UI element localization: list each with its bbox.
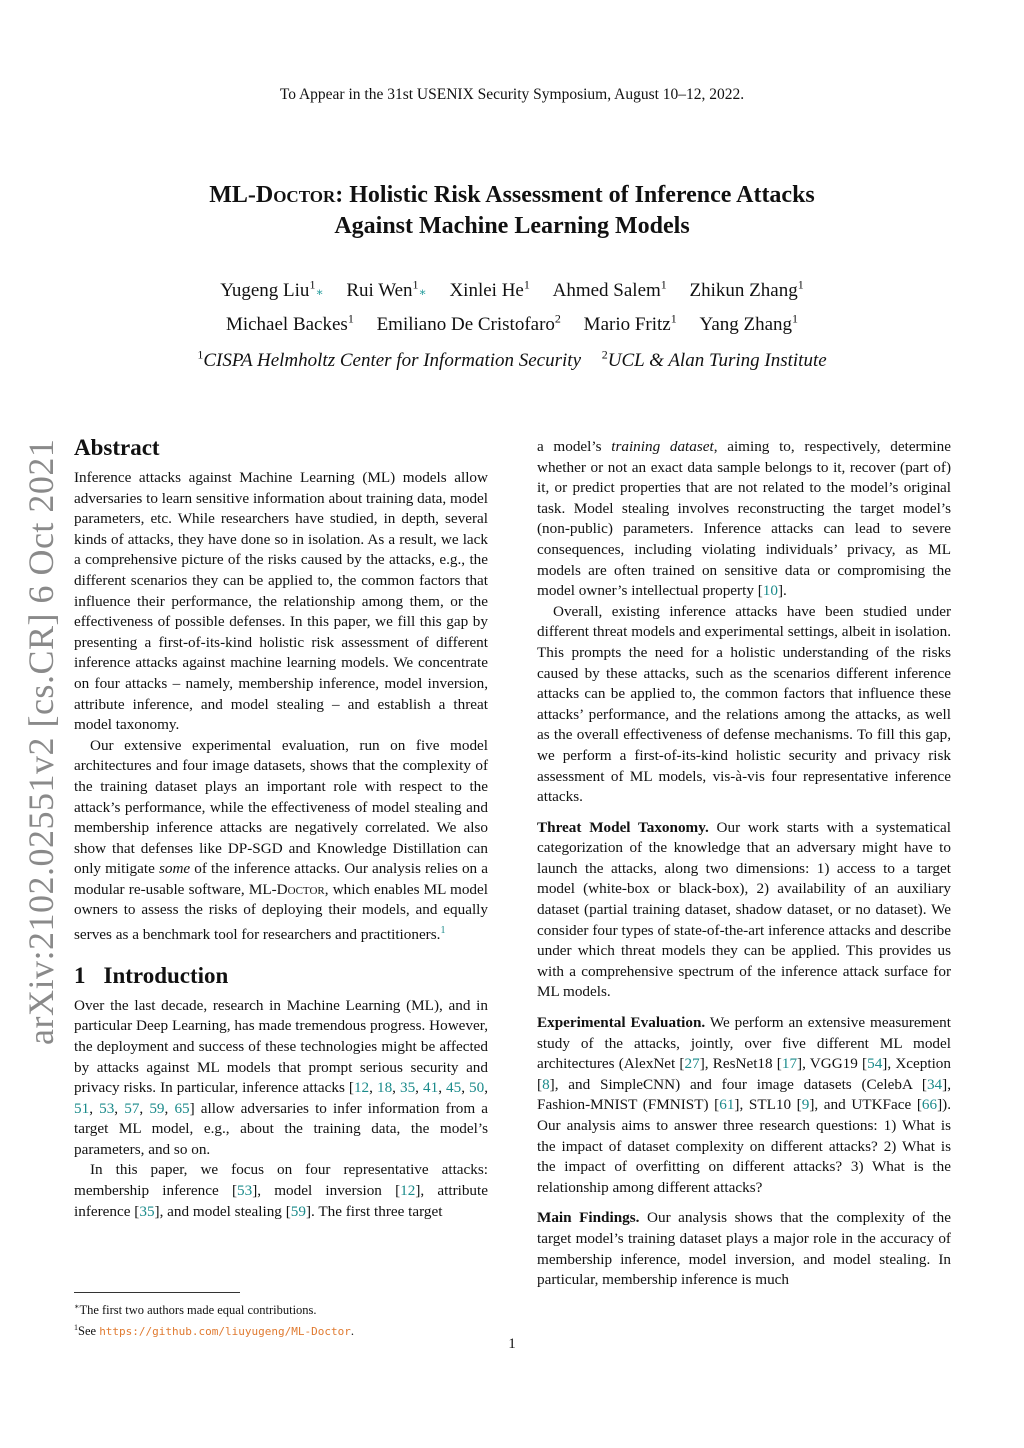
citation[interactable]: 50 [469,1079,485,1097]
paper-title [0,180,1024,242]
right-column [537,437,951,1291]
affiliation: $^1$CISPA Helmholtz Center for Information Security [197,348,582,372]
venue-header: To Appear in the 31st USENIX Security Symposium, August 10–12, 2022. [279,86,745,103]
title-line-1 [0,180,1024,211]
citation[interactable]: 59 [149,1099,165,1117]
arxiv-stamp: arXiv:2102.02551v2 [cs.CR] 6 Oct 2021 [21,438,61,1045]
author: Yang Zhang$^1$ [699,311,799,335]
left-column [74,434,488,1222]
citation[interactable]: 12 [400,1182,416,1200]
main-findings-paragraph: Main Findings. Our analysis shows that the complexity of the target model’s training dataset plays a major role in the accuracy of membership inference, model inversion, and model stealing. In particular, membership inference is much [537,1209,952,1289]
author: Michael Backes$^1$ [225,311,354,335]
footnote-rule [74,1292,240,1293]
footnote-1: ∗The first two authors made equal contributions. [74,1302,317,1318]
citation[interactable]: 8 [542,1075,550,1093]
affiliation: $^2$UCL & Alan Turing Institute [601,348,827,372]
affiliations [0,348,1024,372]
github-link[interactable]: https://github.com/liuyugeng/ML-Doctor [99,1325,351,1339]
author: Rui Wen$^1$∗ [346,278,427,302]
citation[interactable]: 61 [719,1096,735,1114]
abstract-paragraph-1: Inference attacks against Machine Learning (ML) models allow adversaries to learn sensitive information about training data, model parameters, etc. While researchers have studied, in depth, several kinds of attacks, they have done so in isolation. As a result, we lack a comprehensive picture of the risks caused by the attacks, e.g., the different scenarios they can be applied to, the common factors that influence their performance, the relationship among them, or the effectiveness of possible defenses. In this paper, we fill this gap by presenting a first-of-its-kind holistic risk assessment of different inference attacks against machine learning models. We concentrate on four attacks – namely, membership inference, model inversion, attribute inference, and model stealing – and establish a threat model taxonomy. [74,469,488,734]
intro-paragraph-1: Over the last decade, research in Machine Learning (ML), and in particular Deep Learning, has made tremendous progress. However, the deployment and success of these technologies might be affected by attacks against ML models that prompt serious security and privacy risks. In particular, inference attacks [12, 18, 35, 41, 45, 50, 51, 53, 57, 59, 65] allow adversaries to infer information from a target ML model, e.g., about the training data, the model’s parameters, and so on. [74,996,489,1158]
citation[interactable]: 54 [867,1055,883,1073]
footnotes [74,1298,488,1340]
citation[interactable]: 57 [124,1099,140,1117]
citation[interactable]: 27 [684,1055,700,1073]
experimental-evaluation-paragraph: Experimental Evaluation. We perform an extensive measurement study of the attacks, jointly, over five different ML model architectures (AlexNet [27], ResNet18 [17], VGG19 [54], Xception [8], and SimpleCNN) and four image datasets (CelebA [34], Fashion-MNIST (FMNIST) [61], STL10 [9], and UTKFace [66]). Our analysis aims to answer three research questions: 1) What is the impact of dataset complexity on different attacks? 2) What is the impact of overfitting on different attacks? 3) What is the relationship among different attacks? [537,1014,951,1196]
threat-model-paragraph: Threat Model Taxonomy. Our work starts with a systematical categorization of the knowledge that an adversary might have to launch the attacks, along two dimensions: 1) access to a target model (white-box or black-box), 2) availability of an auxiliary dataset (partial training dataset, shadow dataset, or no dataset). We consider four types of state-of-the-art inference attacks and describe under which threat models they can be applied. This provides us with a comprehensive spectrum of the inference attack surface for ML models. [537,818,951,1001]
citation[interactable]: 12 [353,1079,370,1097]
citation[interactable]: 17 [781,1055,798,1073]
author: Xinlei He$^1$ [449,278,530,302]
citation[interactable]: 10 [762,582,778,600]
intro-paragraph-2: In this paper, we focus on four representative attacks: membership inference [53], model inversion [12], attribute inference [35], and model stealing [59]. The first three target [74,1161,488,1220]
citation[interactable]: 35 [399,1079,416,1097]
citation[interactable]: 66 [921,1096,938,1114]
citation[interactable]: 59 [290,1202,306,1220]
citation[interactable]: 65 [174,1099,190,1117]
title-line-2: Against Machine Learning Models [334,213,690,239]
title-rest: : Holistic Risk Assessment of Inference Attacks [335,182,815,208]
author: Yugeng Liu$^1$∗ [220,278,324,302]
citation[interactable]: 18 [376,1079,393,1097]
citation[interactable]: 53 [99,1099,115,1117]
footnote-marker[interactable]: 1 [440,925,446,937]
abstract-heading: Abstract [74,435,160,460]
citation[interactable]: 41 [423,1079,439,1097]
author-row-1 [0,272,1024,305]
introduction-heading: 1 Introduction [74,962,229,988]
title-name-smallcaps: Doctor [255,182,336,208]
right-paragraph-1: a model’s training dataset, aiming to, respectively, determine whether or not an exact data sample belongs to it, recover (part of) it, or predict properties that are not related to the model’s original task. Model stealing involves reconstructing the target model’s (non-public) parameters. Inference attacks can lead to severe consequences, including violating individuals’ privacy, as ML models are often trained on sensitive data or compromising the model owner’s intellectual property [10]. [537,438,951,600]
author: Zhikun Zhang$^1$ [689,278,804,302]
citation[interactable]: 53 [237,1182,253,1200]
citation[interactable]: 34 [926,1075,943,1093]
author: Emiliano De Cristofaro$^2$ [376,311,561,335]
footnote-2: $^1$See https://github.com/liuyugeng/ML-Doctor. [74,1323,354,1339]
author: Ahmed Salem$^1$ [552,278,667,302]
title-name-prefix: ML- [209,182,256,208]
author: Mario Fritz$^1$ [583,311,677,335]
citation[interactable]: 45 [446,1079,462,1097]
right-paragraph-2: Overall, existing inference attacks have been studied under different threat models and experimental settings, albeit in isolation. This prompts the need for a holistic understanding of the risks caused by these attacks, such as the scenarios different inference attacks can be applied to, the common factors that influence these attacks’ performance, and the relations among the attacks, as well as the overall effectiveness of defense mechanisms. To fill this gap, we perform a first-of-its-kind holistic security and privacy risk assessment of ML models, vis-à-vis four representative inference attacks. [537,602,951,806]
citation[interactable]: 9 [801,1096,810,1114]
author-list [0,272,1024,338]
citation[interactable]: 51 [74,1099,90,1117]
citation[interactable]: 35 [139,1202,155,1220]
author-row-2 [0,305,1024,337]
page-number: 1 [508,1336,516,1352]
abstract-paragraph-2: Our extensive experimental evaluation, run on five model architectures and four image datasets, shows that the complexity of the training dataset plays an important role with respect to the attack’s performance, while the effectiveness of model stealing and membership inference attacks are negatively correlated. We also show that defenses like DP-SGD and Knowledge Distillation can only mitigate some of the inference attacks. Our analysis relies on a modular re-usable software, ML-Doctor, which enables ML model owners to assess the risks of deploying their models, and equally serves as a benchmark tool for researchers and practitioners.$^1$ [74,736,488,944]
